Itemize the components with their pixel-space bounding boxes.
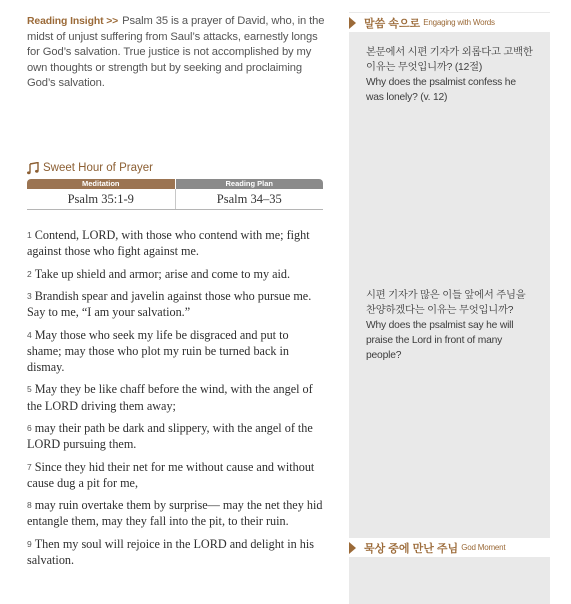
verse-number: 8 [27, 500, 32, 511]
verse [27, 266, 325, 282]
verse [27, 327, 325, 376]
sweet-hour-of-prayer [27, 160, 323, 210]
meditation-header: Meditation [27, 179, 175, 189]
verse-text: May they be like chaff before the wind, with the angel of the LORD driving them away; [27, 382, 313, 413]
verse-number: 1 [27, 230, 32, 240]
verse [27, 536, 325, 568]
verse [27, 381, 325, 413]
question-1 [366, 45, 536, 105]
verse [27, 497, 325, 529]
verse-number: 7 [27, 461, 32, 472]
question-2-en: Why does the psalmist say he will praise the Lord in front of many people? [366, 320, 514, 361]
sweet-hour-title: Sweet Hour of Prayer [43, 162, 153, 174]
meditation-value: Psalm 35:1-9 [27, 189, 176, 209]
verse [27, 459, 325, 491]
triangle-arrow-icon [349, 542, 356, 554]
plan-header [27, 179, 323, 189]
reading-insight-label: Reading Insight >> [27, 16, 119, 27]
section2-title-en: God Moment [461, 543, 506, 552]
section1-title-ko: 말씀 속으로 [364, 17, 421, 30]
reading-insight-text: Psalm 35 is a prayer of David, who, in the midst of unjust suffering from Saul’s attacks, earnestly longs for God’s salvation. True justice is not accomplished by my own thoughts or strength but by seeking and proclaiming God’s salvation. [27, 15, 325, 90]
verse-text: may their path be dark and slippery, with the angel of the LORD pursuing them. [27, 420, 313, 452]
verse-text: may ruin overtake them by surprise— may the net they hid entangle them, may they fall into the pit, to their ruin. [27, 498, 323, 529]
reading-plan-value: Psalm 34–35 [216, 192, 282, 206]
scripture-passage [27, 227, 325, 574]
verse-text: May those who seek my life be disgraced and put to shame; may those who plot my ruin be turned back in dismay. [27, 327, 289, 374]
section-engaging-with-words [349, 13, 550, 32]
section1-title-en: Engaging with Words [423, 18, 495, 27]
verse-text: Since they hid their net for me without cause and without cause dug a pit for me, [27, 459, 315, 490]
reading-plan-header: Reading Plan [176, 179, 324, 189]
question-1-ko: 본문에서 시편 기자가 외롭다고 고백한 이유는 무엇입니까? (12절) [366, 47, 533, 73]
verse-number: 9 [27, 538, 32, 549]
section2-title-ko: 묵상 중에 만난 주님 [364, 542, 459, 555]
question-2 [366, 288, 536, 363]
verse [27, 420, 325, 452]
reading-insight [27, 14, 325, 92]
verse-text: Take up shield and armor; arise and come to my aid. [34, 266, 291, 281]
verse-number: 3 [27, 290, 32, 301]
verse-text: Contend, LORD, with those who contend with me; fight against those who fight against me. [27, 228, 310, 259]
verse-number: 2 [27, 268, 32, 279]
verse-number: 5 [27, 384, 32, 395]
verse-number: 4 [27, 329, 32, 340]
verse [27, 288, 325, 320]
plan-values [27, 189, 323, 210]
question-1-en: Why does the psalmist confess he was lonely? (v. 12) [366, 77, 516, 103]
question-2-ko: 시편 기자가 많은 이들 앞에서 주님을 찬양하겠다는 이유는 무엇입니까? [366, 290, 526, 316]
section-god-moment [349, 538, 550, 557]
verse [27, 227, 325, 259]
verse-text: Then my soul will rejoice in the LORD and delight in his salvation. [27, 536, 314, 567]
triangle-arrow-icon [349, 17, 356, 29]
verse-text: Brandish spear and javelin against those who pursue me. Say to me, “I am your salvation.” [27, 288, 312, 320]
music-note-icon [27, 162, 39, 175]
verse-number: 6 [27, 422, 32, 433]
